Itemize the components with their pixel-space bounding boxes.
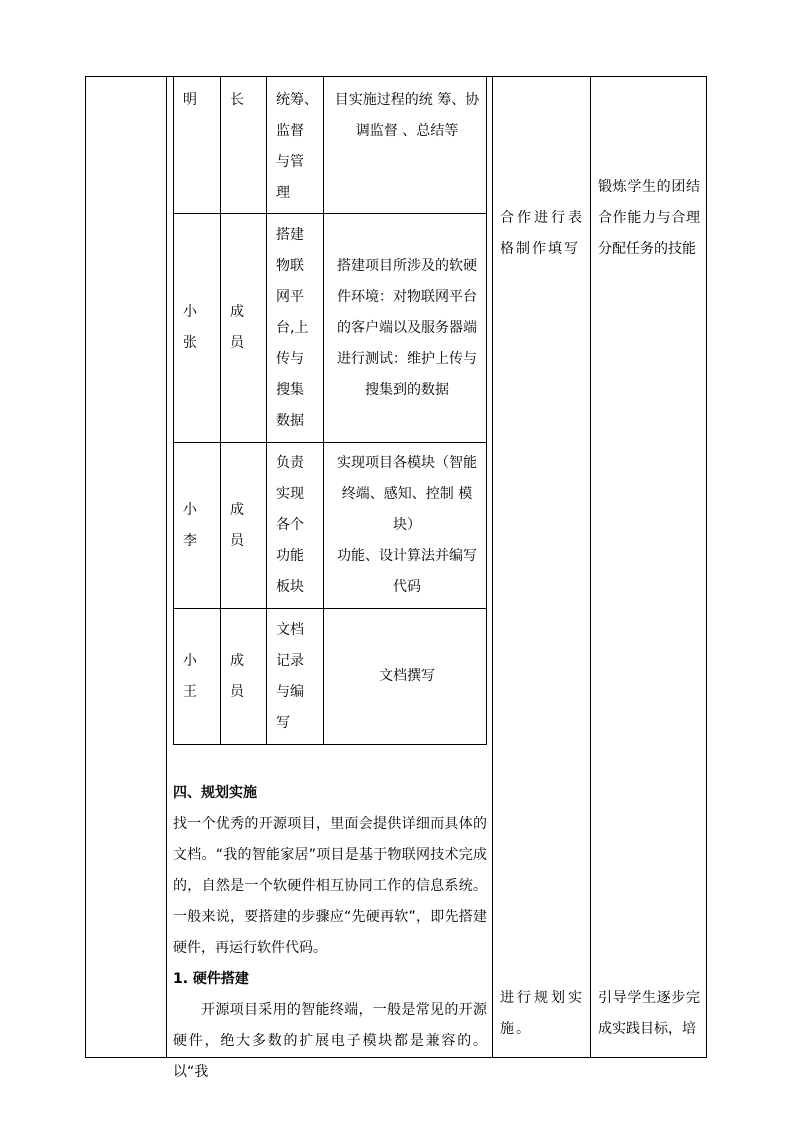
member-name: 小 王: [174, 609, 221, 745]
table-divider-2: [492, 76, 493, 1058]
member-name: 小 张: [174, 214, 221, 443]
member-task: 统筹、 监督 与管 理: [267, 77, 324, 214]
member-task: 文档 记录 与编 写: [267, 609, 324, 745]
sub-paragraph: 开源项目采用的智能终端，一般是常见的开源硬件，绝大多数的扩展电子模块都是兼容的。以“我: [173, 1002, 487, 1080]
member-role: 成 员: [221, 443, 267, 609]
table-divider-3: [590, 76, 591, 1058]
member-description: 目实施过程的统 筹、协 调监督 、总结等: [324, 77, 487, 214]
table-row: [174, 443, 487, 609]
table-row: [174, 77, 487, 214]
member-name: 明: [174, 77, 221, 214]
table-row: [174, 214, 487, 443]
student-activity-cell-2: 进行规划实施。: [500, 990, 584, 1037]
member-role: 成 员: [221, 214, 267, 443]
design-intent-cell: 锻炼学生的团结合作能力与合理分配任务的技能: [598, 179, 700, 257]
section-4: [173, 778, 487, 1088]
table-border-right: [706, 76, 707, 1058]
member-task: 负责 实现 各个 功能 板块: [267, 443, 324, 609]
roles-table: [173, 76, 487, 745]
member-task: 搭建 物联 网平 台,上 传与 搜集 数据: [267, 214, 324, 443]
table-border-left: [85, 76, 86, 1058]
member-role: 成 员: [221, 609, 267, 745]
member-role: 长: [221, 77, 267, 214]
member-description: 实现项目各模块（智能 终端、感知、控制 模块） 功能、设计算法并编写 代码: [324, 443, 487, 609]
section-heading: 四、规划实施: [173, 785, 257, 801]
member-description: 搭建项目所涉及的软硬 件环境：对物联网平台 的客户端以及服务器端 进行测试：维护上传与 搜集到的数据: [324, 214, 487, 443]
design-intent-cell-2: 引导学生逐步完成实践目标，培: [598, 990, 700, 1037]
student-activity-cell: 合作进行表格制作填写: [500, 210, 584, 257]
table-row: [174, 609, 487, 745]
section-paragraph: 找一个优秀的开源项目，里面会提供详细而具体的文档。“我的智能家居”项目是基于物联网技术完成的，自然是一个软硬件相互协同工作的信息系统。一般来说，要搭建的步骤应“先硬再软”，即先搭建硬件，再运行软件代码。: [173, 816, 487, 956]
member-name: 小 李: [174, 443, 221, 609]
table-divider-1: [166, 76, 167, 1058]
member-description: 文档撰写: [324, 609, 487, 745]
sub-heading: 1. 硬件搭建: [173, 971, 249, 987]
